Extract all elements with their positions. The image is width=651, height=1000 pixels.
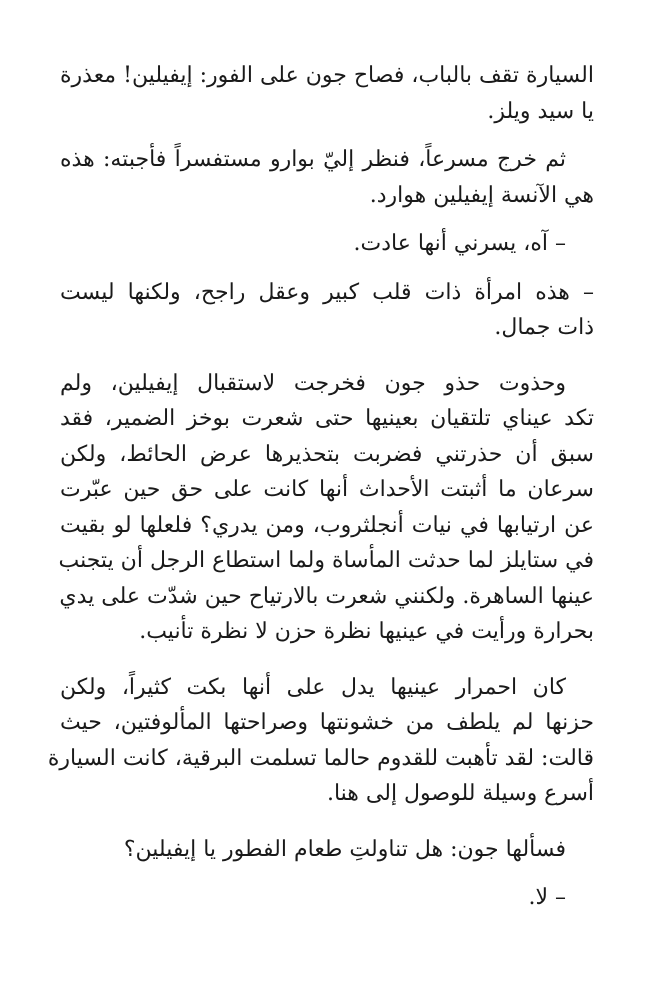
paragraph-7	[60, 832, 594, 868]
text-line: حزنها لم يلطف من خشونتها وصراحتها المألوفتين، حيث	[60, 710, 594, 735]
text-line: – آه، يسرني أنها عادت.	[353, 231, 566, 256]
text-line: قالت: لقد تأهبت للقدوم حالما تسلمت البرقية، كانت السيارة	[47, 745, 594, 771]
text-line: بحرارة ورأيت في عينيها نظرة حزن لا نظرة تأنيب.	[139, 619, 594, 644]
text-line: كان احمرار عينيها يدل على أنها بكت كثيراً، ولكن	[60, 674, 566, 700]
paragraph-6	[47, 670, 594, 812]
text-line: – لا.	[528, 885, 566, 910]
text-line: عينها الساهرة. ولكنني شعرت بالارتياح حين شدّت على يدي	[59, 583, 594, 609]
text-line: ذات جمال.	[494, 315, 594, 340]
paragraph-5	[60, 366, 594, 650]
text-line: وحذوت حذو جون فخرجت لاستقبال إيفيلين، ولم	[60, 370, 566, 396]
text-line: في ستايلز لما حدثت المأساة ولما استطاع الرجل أن يتجنب	[58, 548, 594, 573]
paragraph-3	[60, 226, 594, 262]
text-line: سبق أن حذرتني فضربت بتحذيرها عرض الحائط، ولكن	[60, 441, 594, 467]
text-line: أسرع وسيلة للوصول إلى هنا.	[326, 781, 594, 806]
text-line: هي الآنسة إيفيلين هوارد.	[369, 182, 594, 208]
text-line: ثم خرج مسرعاً، فنظر إليّ بوارو مستفسراً فأجبته: هذه	[60, 147, 566, 172]
text-line: يا سيد ويلز.	[487, 98, 594, 124]
text-line: تكد عيناي تلتقيان بعينيها حتى شعرت بوخز الضمير، فقد	[60, 406, 594, 431]
text-line: سرعان ما أثبتت الأحداث أنها كانت على حق حين عبّرت	[60, 477, 594, 502]
paragraph-2	[60, 142, 594, 213]
paragraph-4	[60, 275, 594, 346]
text-line: – هذه امرأة ذات قلب كبير وعقل راجح، ولكنها ليست	[60, 279, 594, 305]
paragraph-1	[60, 58, 594, 129]
text-line: فسألها جون: هل تناولتِ طعام الفطور يا إيفيلين؟	[123, 836, 566, 862]
text-line: عن ارتيابها في نيات أنجلثروب، ومن يدري؟ فلعلها لو بقيت	[60, 512, 594, 538]
book-page	[47, 58, 594, 916]
paragraph-8	[60, 880, 594, 916]
text-line: السيارة تقف بالباب، فصاح جون على الفور: إيفيلين! معذرة	[60, 63, 594, 88]
